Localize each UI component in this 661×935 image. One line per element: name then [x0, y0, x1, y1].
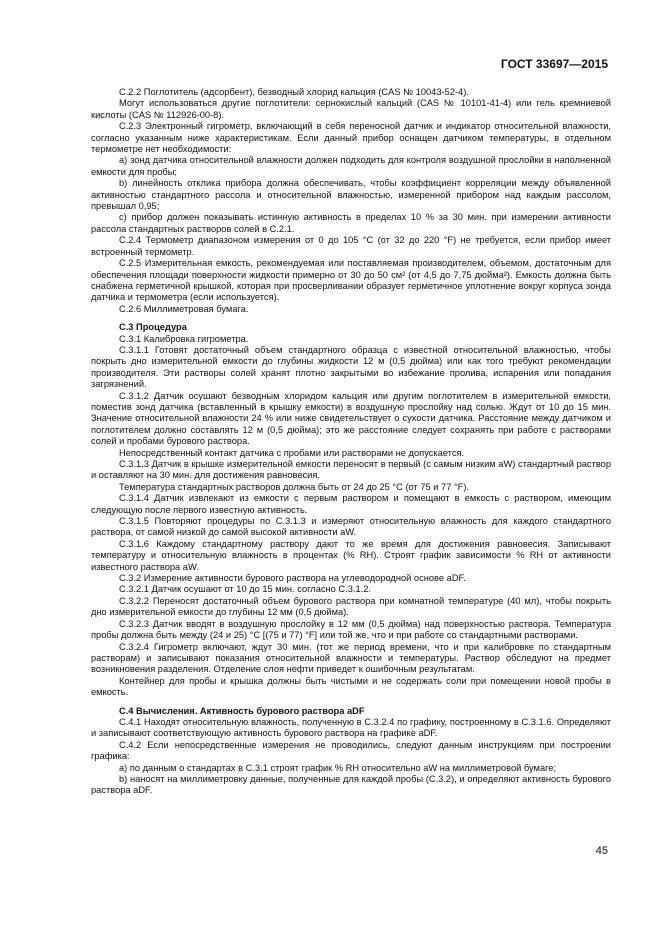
- section-heading: С.4 Вычисления. Активность бурового раствора aDF: [119, 705, 365, 716]
- paragraph: С.2.4 Термометр диапазоном измерения от 0 до 105 °С (от 32 до 220 °F) не требуется, если прибор имеет встроенный термометр.: [91, 235, 611, 257]
- document-header: ГОСТ 33697—2015: [500, 57, 608, 71]
- paragraph: С.3.1 Калибровка гигрометра.: [119, 333, 249, 344]
- paragraph: С.3.1.4 Датчик извлекают из емкости с первым раствором и помещают в емкость с раствором, имеющим следующую после первого известную активность.: [91, 493, 611, 515]
- paragraph: Температура стандартных растворов должна быть от 24 до 25 °С (от 75 и 77 °F).: [119, 481, 470, 492]
- paragraph: С.3.2.1 Датчик осушают от 10 до 15 мин. согласно С.3.1.2.: [119, 584, 371, 595]
- paragraph: Контейнер для пробы и крышка должны быть чистыми и не содержать соли при помещении новой пробы в емкость.: [91, 675, 611, 698]
- paragraph: а) по данным о стандартах в С.3.1 строят график % RH относительно aW на миллиметровой бумаге;: [119, 762, 557, 773]
- paragraph: b) наносят на миллиметровку данные, полученные для каждой пробы (С.3.2), и определяют активность бурового раствора aDF.: [91, 773, 611, 796]
- paragraph: а) зонд датчика относительной влажности должен подходить для контроля воздушной прослойки в наполненной емкости для пробы;: [91, 155, 611, 177]
- paragraph: c) прибор должен показывать истинную активность в пределах 10 % за 30 мин. при измерении активности рассола стандартных растворов солей в С.2.1.: [91, 212, 611, 234]
- paragraph: С.3.1.3 Датчик в крышке измерительной емкости переносят в первый (с самым низким aW) стандартный раствор и оставляют на 30 мин. для достижения равновесия.: [91, 459, 611, 481]
- paragraph: С.3.1.6 Каждому стандартному раствору дают то же время для достижения равновесия. Записывают температуру и относительную влажность в процентах (% RH). Строят график зависимости % RH от активности известного раствора aW.: [91, 538, 611, 572]
- paragraph: С.3.1.1 Готовят достаточный объем стандартного образца с известной относительной влажностью, чтобы покрыть дно измерительной емкости до глубины жидкости 12 м (0,5 дюйма) или как того требуют рекомендации производителя. Эти растворы солей хранят плотно закрытыми во избежание пролива, испарения или попадания загрязнений.: [91, 344, 611, 390]
- page-number: 45: [595, 845, 608, 857]
- paragraph: С.2.3 Электронный гигрометр, включающий в себя переносной датчик и индикатор относительной влажности, согласно указанным ниже характеристикам. Если данный прибор оснащен датчиком температуры, в отдельном термометре нет необходимости:: [91, 121, 611, 155]
- paragraph: С.3.2.2 Переносят достаточный объем бурового раствора при комнатной температуре (40 мл), чтобы покрыть дно измерительной емкости до глубины 12 мм (0,5 дюйма).: [91, 595, 611, 618]
- paragraph: С.3.1.2 Датчик осушают безводным хлоридом кальция или другим поглотителем в измерительной емкости, поместив зонд датчика (вставленный в крышку емкости) в воздушную прослойку над солью. Ждут от 10 до 15 мин. Значение относительной влажности 24 % или ниже свидетельствует о сухости датчика. Расстояние между датчиком и поглотителем должно составлять 12 м (0,5 дюйма); это же расстояние следует сохранять при работе с растворами солей и пробами бурового раствора.: [91, 390, 611, 447]
- paragraph: b) линейность отклика прибора должна обеспечивать, чтобы коэффициент корреляции между объявленной активностью стандартного рассола и относительной влажностью, измеренной прибором над каждым рассолом, превышал 0,95;: [91, 178, 611, 212]
- paragraph: С.4.1 Находят относительную влажность, полученную в С.3.2.4 по графику, построенному в С.3.1.6. Определяют и записывают соответствующую активность бурового раствора на графике aDF.: [91, 716, 611, 739]
- paragraph: С.4.2 Если непосредственные измерения не проводились, следуют данным инструкциям при построении графика:: [91, 739, 611, 762]
- document-body: [91, 87, 611, 797]
- paragraph: С.2.6 Миллиметровая бумага.: [119, 303, 249, 314]
- paragraph: С.3.2.3 Датчик вводят в воздушную прослойку в 12 мм (0,5 дюйма) над поверхностью раствора. Температура пробы должна быть между (24 и 25) °С [(75 и 77) °F] или той же, что и при работе со стандартными растворами.: [91, 618, 611, 641]
- section-heading: С.3 Процедура: [119, 322, 187, 333]
- paragraph: С.2.5 Измерительная емкость, рекомендуемая или поставляемая производителем, объемом, достаточным для обеспечения площади поверхности жидкости примерно от 30 до 50 см² (от 4,5 до 7,75 дюйма²). Емкость должна быть снабжена герметичной крышкой, которая при просверливании образует герметичное уплотнение вокруг корпуса зонда датчика и термометра (если используется).: [91, 258, 611, 303]
- paragraph: Непосредственный контакт датчика с пробами или растворами не допускается.: [119, 447, 465, 458]
- paragraph: С.3.1.5 Повторяют процедуры по С.3.1.3 и измеряют относительную влажность для каждого стандартного раствора, от самой низкой до самой высокой активности aW.: [91, 516, 611, 538]
- paragraph: Могут использоваться другие поглотители: сернокислый кальций (CAS № 10101-41-4) или гель кремниевой кислоты (CAS № 112926-00-8).: [91, 98, 611, 120]
- paragraph: С.3.2 Измерение активности бурового раствора на углеводородной основе aDF.: [119, 573, 466, 584]
- paragraph: С.3.2.4 Гигрометр включают, ждут 30 мин. (тот же период времени, что и при калибровке по стандартным растворам) и записывают показания относительной влажности и температуры. Раствор обследуют на предмет возникновения разделения. Отделение слоя нефти приведет к ошибочным результатам.: [91, 641, 611, 675]
- paragraph: С.2.2 Поглотитель (адсорбент), безводный хлорид кальция (CAS № 10043-52-4).: [119, 87, 469, 97]
